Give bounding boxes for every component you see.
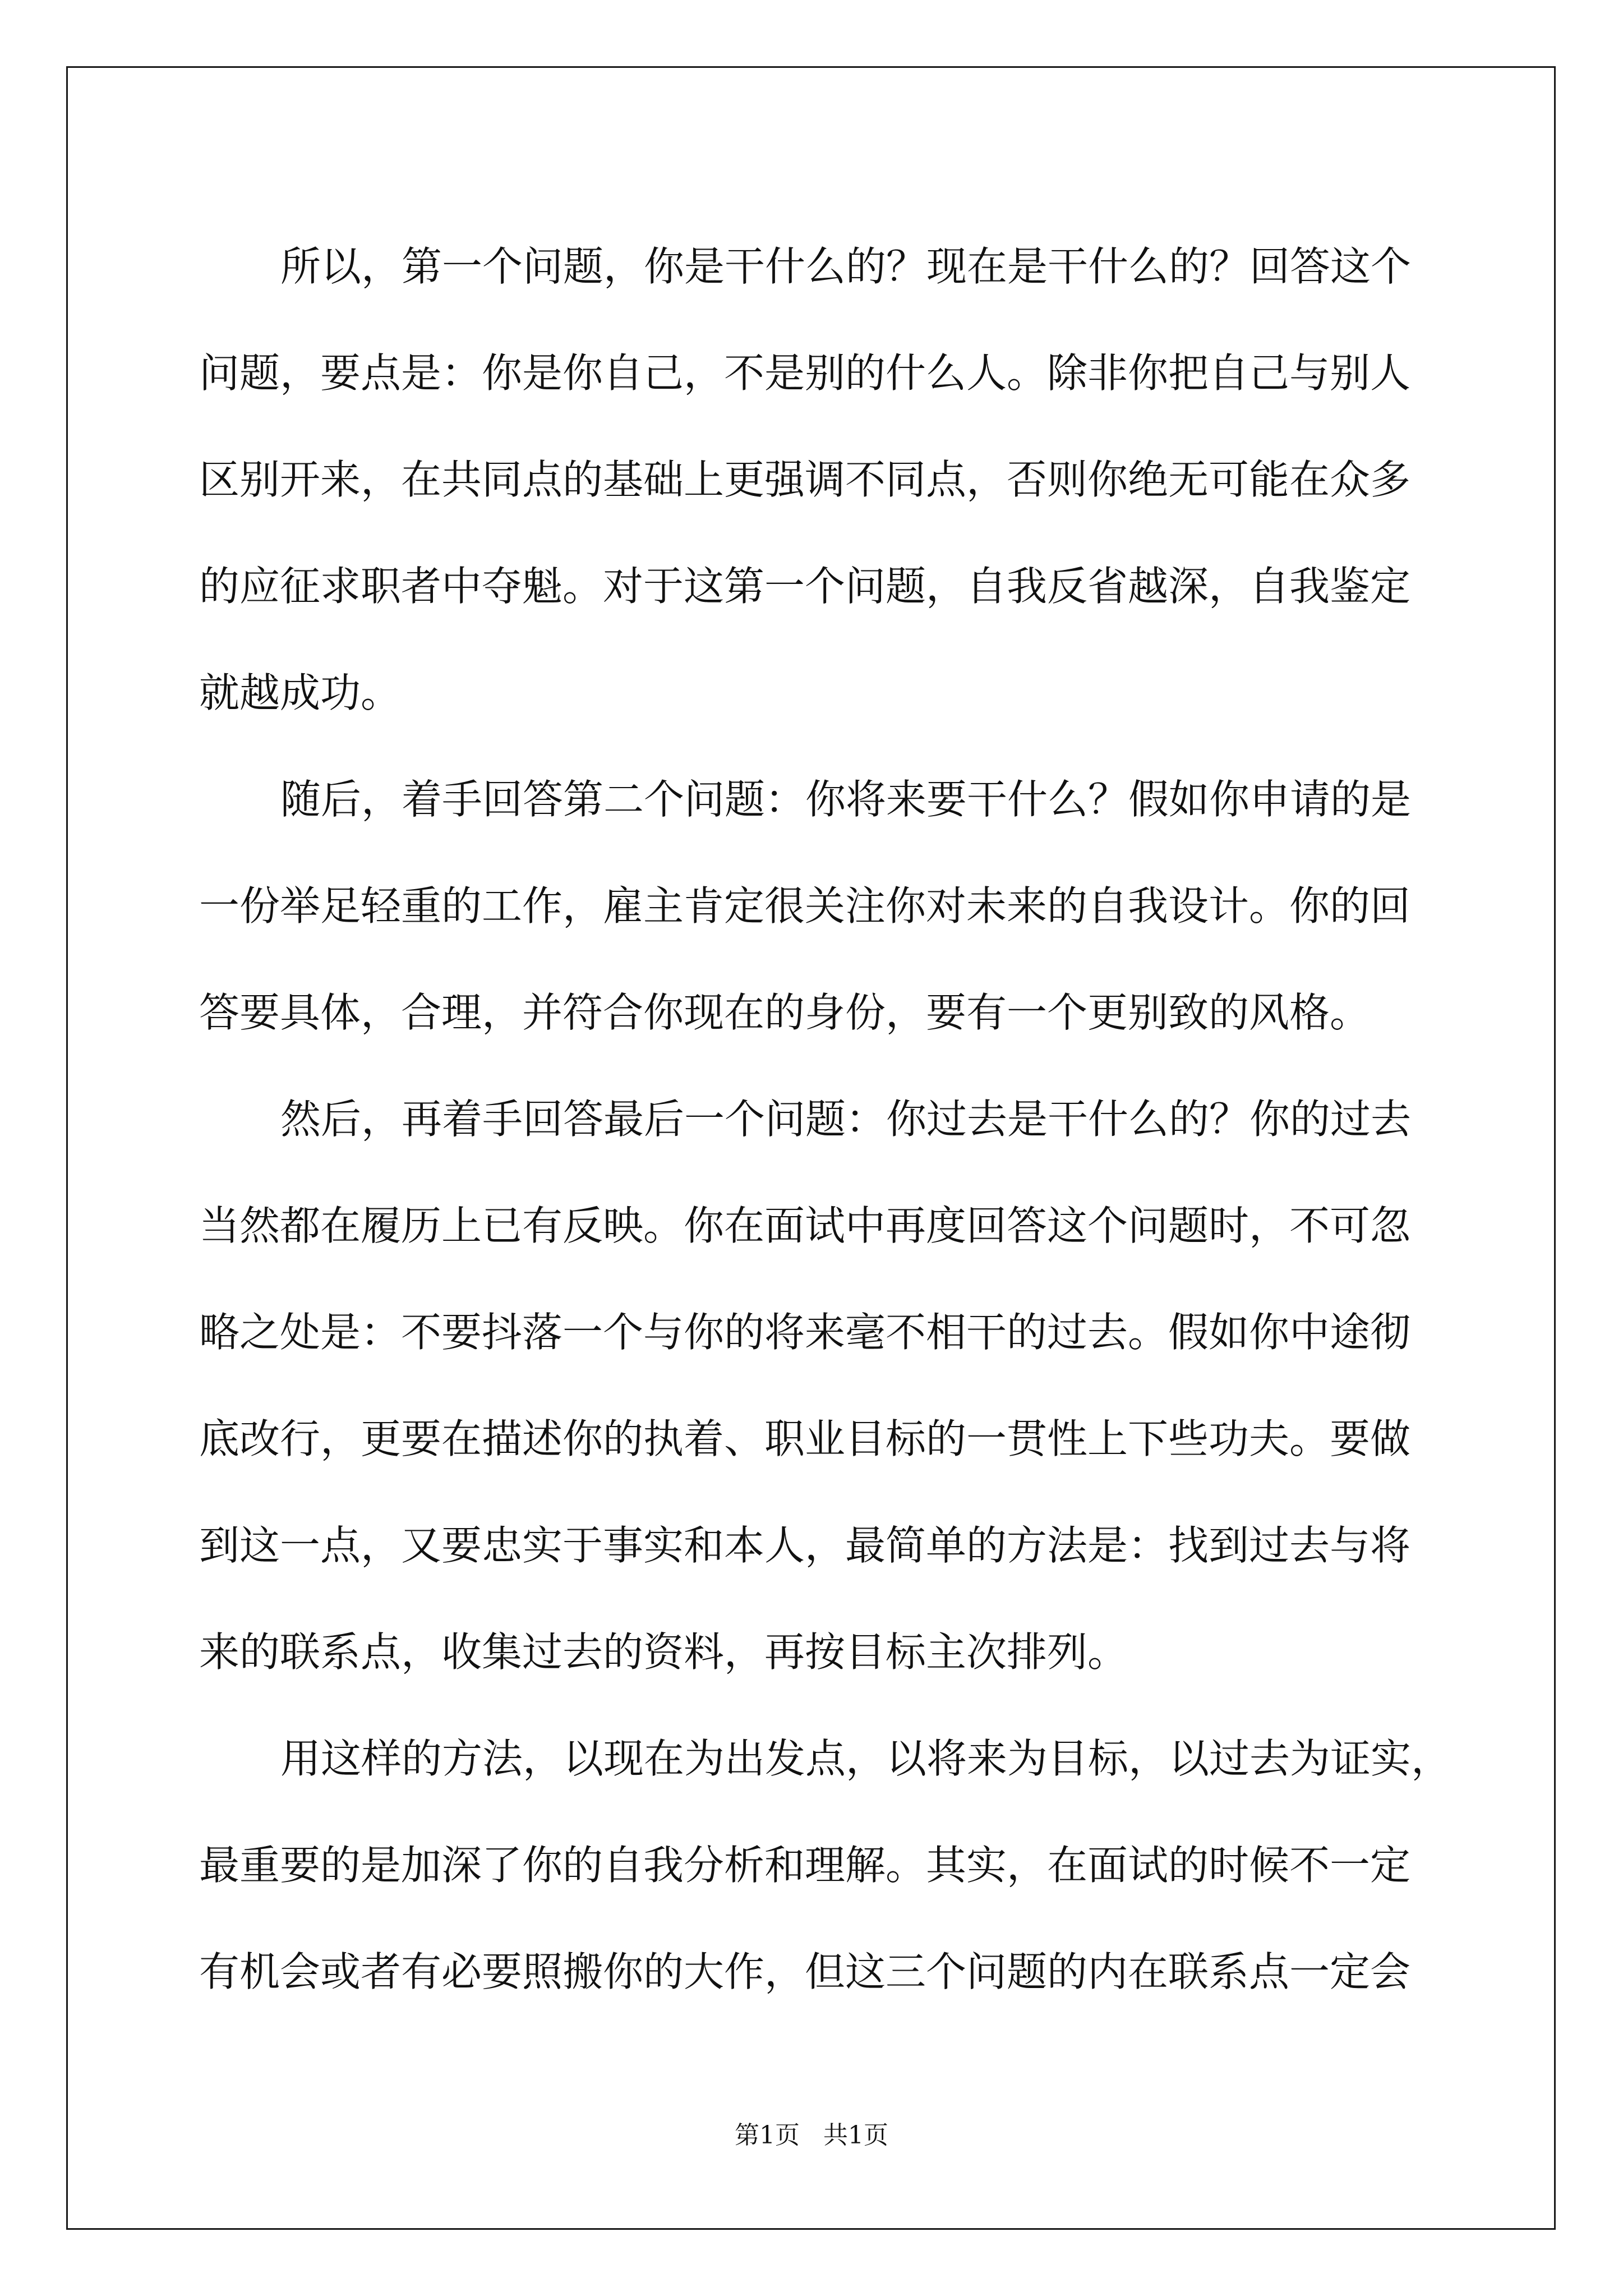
text-line: 然后，再着手回答最后一个问题：你过去是干什么的？你的过去 <box>280 1096 1412 1143</box>
page-total: 共1页 <box>823 2121 888 2150</box>
text-line: 所以，第一个问题，你是干什么的？现在是干什么的？回答这个 <box>280 243 1412 290</box>
text-line: 随后，着手回答第二个问题：你将来要干什么？假如你申请的是 <box>280 776 1412 823</box>
text-line: 当然都在履历上已有反映。你在面试中再度回答这个问题时，不可忽 <box>199 1202 1411 1249</box>
text-line: 有机会或者有必要照搬你的大作，但这三个问题的内在联系点一定会 <box>199 1948 1411 1995</box>
text-line: 最重要的是加深了你的自我分析和理解。其实，在面试的时候不一定 <box>199 1842 1411 1889</box>
text-line: 答要具体，合理，并符合你现在的身份，要有一个更别致的风格。 <box>199 989 1371 1036</box>
text-line: 一份举足轻重的工作，雇主肯定很关注你对未来的自我设计。你的回 <box>199 882 1411 930</box>
paragraph-1 <box>199 213 1450 746</box>
text-line: 就越成功。 <box>199 669 402 716</box>
paragraph-3 <box>199 1066 1450 1705</box>
text-line: 的应征求职者中夺魁。对于这第一个问题，自我反省越深，自我鉴定 <box>199 563 1411 610</box>
page-footer <box>0 2115 1623 2151</box>
text-line: 问题，要点是：你是你自己，不是别的什么人。除非你把自己与别人 <box>199 349 1411 397</box>
text-line: 用这样的方法，以现在为出发点，以将来为目标，以过去为证实， <box>280 1735 1452 1782</box>
paragraph-4 <box>199 1705 1450 2025</box>
text-line: 略之处是：不要抖落一个与你的将来毫不相干的过去。假如你中途彻 <box>199 1309 1411 1356</box>
page-number: 第1页 <box>735 2121 800 2150</box>
text-line: 底改行，更要在描述你的执着、职业目标的一贯性上下些功夫。要做 <box>199 1415 1411 1462</box>
paragraph-2 <box>199 746 1450 1066</box>
text-line: 来的联系点，收集过去的资料，再按目标主次排列。 <box>199 1628 1128 1676</box>
document-body <box>199 213 1450 2025</box>
text-line: 到这一点，又要忠实于事实和本人，最简单的方法是：找到过去与将 <box>199 1522 1411 1569</box>
text-line: 区别开来，在共同点的基础上更强调不同点，否则你绝无可能在众多 <box>199 456 1411 503</box>
